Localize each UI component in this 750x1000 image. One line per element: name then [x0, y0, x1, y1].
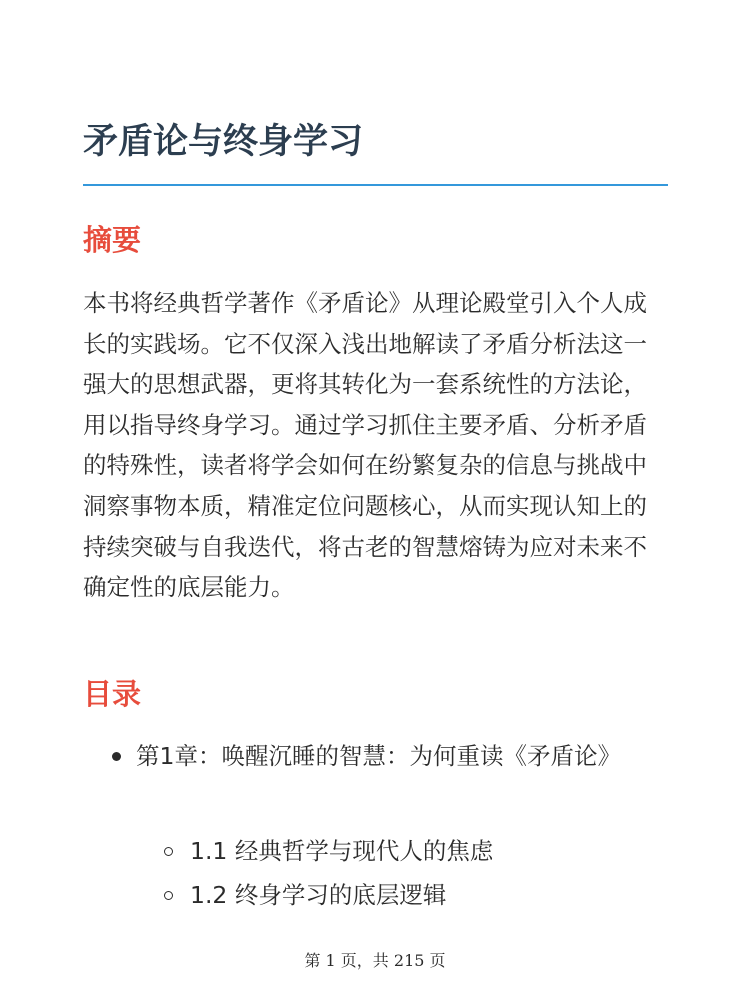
toc-section-label: 1.1 经典哲学与现代人的焦虑: [190, 837, 494, 865]
toc-chapter-label: 第1章：唤醒沉睡的智慧：为何重读《矛盾论》: [136, 742, 621, 770]
bullet-circle-icon: [164, 847, 173, 856]
bullet-circle-icon: [164, 891, 173, 900]
bullet-dot-icon: [112, 752, 121, 761]
summary-heading: 摘要: [83, 223, 142, 257]
toc-section-label: 1.2 终身学习的底层逻辑: [190, 881, 447, 909]
summary-paragraph: 本书将经典哲学著作《矛盾论》从理论殿堂引入个人成长的实践场。它不仅深入浅出地解读了矛盾分析法这一强大的思想武器，更将其转化为一套系统性的方法论，用以指导终身学习。通过学习抓住主要矛盾、分析矛盾的特殊性，读者将学会如何在纷繁复杂的信息与挑战中洞察事物本质，精准定位问题核心，从而实现认知上的持续突破与自我迭代，将古老的智慧熔铸为应对未来不确定性的底层能力。: [83, 289, 647, 602]
toc-chapter-1[interactable]: [136, 737, 646, 776]
toc-section-1-2[interactable]: [190, 876, 446, 915]
title-divider: [83, 184, 668, 186]
toc-section-1-1[interactable]: [190, 832, 493, 871]
toc-heading: 目录: [83, 677, 142, 711]
page-number-footer: 第 1 页，共 215 页: [304, 951, 446, 970]
document-title: 矛盾论与终身学习: [83, 122, 364, 162]
